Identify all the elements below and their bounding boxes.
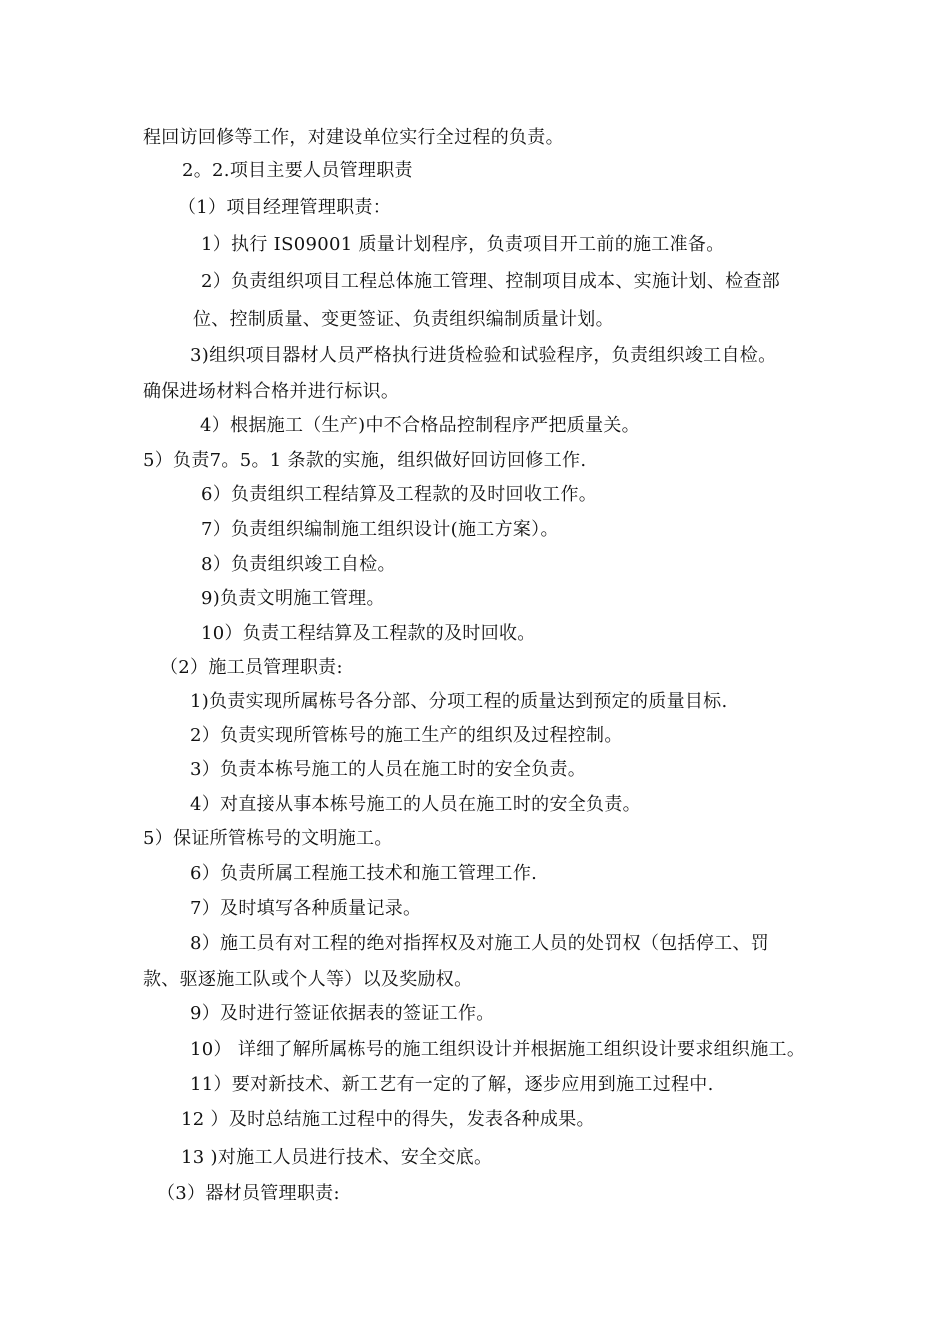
text-line-26: 9）及时进行签证依据表的签证工作。 — [190, 1003, 495, 1024]
text-line-20: 4）对直接从事本栋号施工的人员在施工时的安全负责。 — [190, 794, 641, 815]
text-line-22: 6）负责所属工程施工技术和施工管理工作. — [190, 863, 538, 884]
text-line-18: 2）负责实现所管栋号的施工生产的组织及过程控制。 — [190, 725, 623, 746]
text-line-15: 10）负责工程结算及工程款的及时回收。 — [201, 623, 536, 644]
text-line-19: 3）负责本栋号施工的人员在施工时的安全负责。 — [190, 759, 587, 780]
text-line-21: 5）保证所管栋号的文明施工。 — [143, 828, 393, 849]
section-heading-2-2: 2。2.项目主要人员管理职责 — [182, 160, 413, 181]
text-line-6: 位、控制质量、变更签证、负责组织编制质量计划。 — [193, 309, 614, 330]
text-line-9: 4）根据施工（生产)中不合格品控制程序严把质量关。 — [200, 415, 640, 436]
text-line-29: 12 ）及时总结施工过程中的得失，发表各种成果。 — [181, 1109, 595, 1130]
text-line-27: 10） 详细了解所属栋号的施工组织设计并根据施工组织设计要求组织施工。 — [190, 1039, 806, 1060]
text-line-5: 2）负责组织项目工程总体施工管理、控制项目成本、实施计划、检查部 — [201, 271, 781, 292]
text-line-25: 款、驱逐施工队或个人等）以及奖励权。 — [143, 969, 473, 990]
subsection-heading-construction-staff: （2）施工员管理职责: — [160, 657, 343, 678]
text-line-13: 8）负责组织竣工自检。 — [201, 554, 396, 575]
text-line-12: 7）负责组织编制施工组织设计(施工方案）。 — [201, 519, 559, 540]
subsection-heading-project-manager: （1）项目经理管理职责： — [178, 197, 392, 218]
text-line-30: 13 )对施工人员进行技术、安全交底。 — [181, 1147, 493, 1168]
text-line-7: 3)组织项目器材人员严格执行进货检验和试验程序，负责组织竣工自检。 — [190, 345, 777, 366]
text-line-28: 11）要对新技术、新工艺有一定的了解，逐步应用到施工过程中. — [190, 1074, 714, 1095]
text-line-8: 确保进场材料合格并进行标识。 — [143, 381, 400, 402]
text-line-1: 程回访回修等工作，对建设单位实行全过程的负责。 — [143, 127, 564, 148]
text-line-11: 6）负责组织工程结算及工程款的及时回收工作。 — [201, 484, 598, 505]
text-line-4: 1）执行 IS09001 质量计划程序，负责项目开工前的施工准备。 — [201, 234, 725, 255]
text-line-23: 7）及时填写各种质量记录。 — [190, 898, 422, 919]
text-line-17: 1)负责实现所属栋号各分部、分项工程的质量达到预定的质量目标. — [190, 691, 728, 712]
subsection-heading-materials-staff: （3）器材员管理职责: — [157, 1183, 340, 1204]
text-line-10: 5）负责7。5。1 条款的实施，组织做好回访回修工作. — [143, 450, 587, 471]
text-line-14: 9)负责文明施工管理。 — [201, 588, 385, 609]
text-line-24: 8）施工员有对工程的绝对指挥权及对施工人员的处罚权（包括停工、罚 — [190, 933, 770, 954]
